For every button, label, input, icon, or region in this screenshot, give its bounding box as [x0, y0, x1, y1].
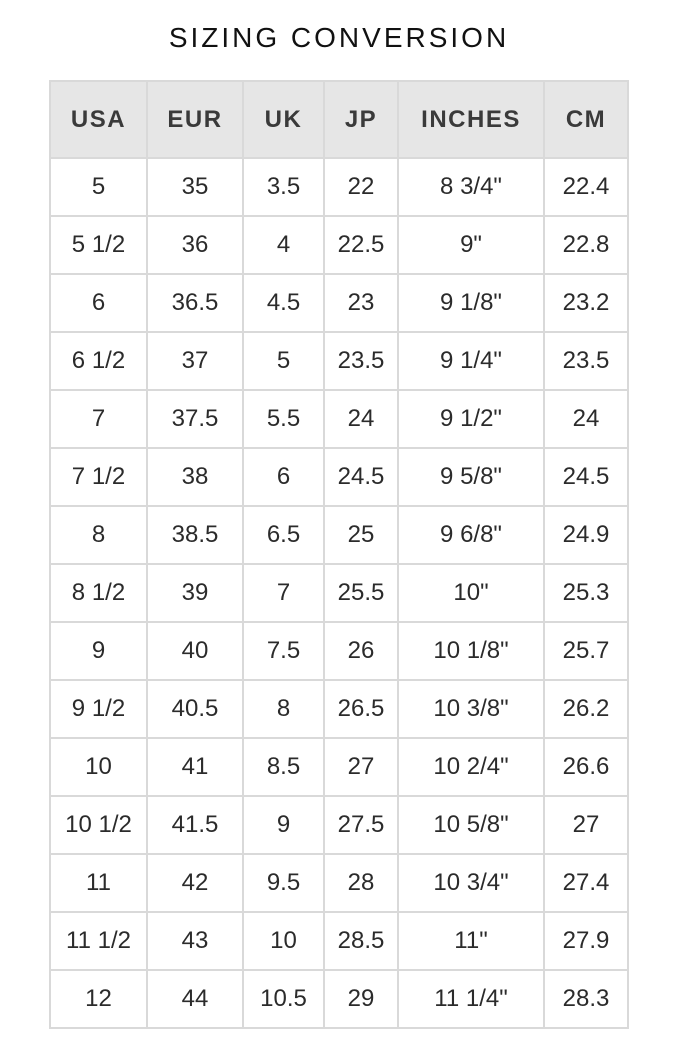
cell-cm: 25.7	[544, 622, 628, 680]
header-row	[50, 81, 628, 158]
cell-inches: 10 3/8"	[398, 680, 544, 738]
cell-inches: 9"	[398, 216, 544, 274]
cell-uk: 9	[243, 796, 324, 854]
cell-inches: 9 1/2"	[398, 390, 544, 448]
cell-jp: 27	[324, 738, 398, 796]
table-row	[50, 680, 628, 738]
cell-inches: 11 1/4"	[398, 970, 544, 1028]
cell-usa: 9 1/2	[50, 680, 147, 738]
column-header-eur: EUR	[147, 81, 243, 158]
cell-uk: 6	[243, 448, 324, 506]
cell-usa: 10	[50, 738, 147, 796]
cell-uk: 10.5	[243, 970, 324, 1028]
cell-uk: 6.5	[243, 506, 324, 564]
cell-usa: 5 1/2	[50, 216, 147, 274]
page-title: SIZING CONVERSION	[168, 22, 510, 53]
cell-usa: 11	[50, 854, 147, 912]
table-row	[50, 970, 628, 1028]
table-row	[50, 854, 628, 912]
cell-usa: 6	[50, 274, 147, 332]
cell-eur: 39	[147, 564, 243, 622]
cell-usa: 11 1/2	[50, 912, 147, 970]
cell-inches: 10 2/4"	[398, 738, 544, 796]
table-header	[50, 81, 628, 158]
cell-cm: 26.2	[544, 680, 628, 738]
cell-eur: 37	[147, 332, 243, 390]
table-row	[50, 158, 628, 216]
cell-jp: 29	[324, 970, 398, 1028]
cell-jp: 24.5	[324, 448, 398, 506]
table-row	[50, 216, 628, 274]
cell-jp: 27.5	[324, 796, 398, 854]
cell-uk: 8	[243, 680, 324, 738]
cell-usa: 6 1/2	[50, 332, 147, 390]
cell-uk: 8.5	[243, 738, 324, 796]
cell-usa: 7 1/2	[50, 448, 147, 506]
cell-uk: 5.5	[243, 390, 324, 448]
cell-eur: 42	[147, 854, 243, 912]
cell-inches: 9 5/8"	[398, 448, 544, 506]
cell-usa: 8 1/2	[50, 564, 147, 622]
table-row	[50, 564, 628, 622]
column-header-cm: CM	[544, 81, 628, 158]
cell-jp: 26.5	[324, 680, 398, 738]
cell-cm: 27.9	[544, 912, 628, 970]
cell-jp: 28	[324, 854, 398, 912]
table-body	[50, 158, 628, 1028]
cell-eur: 40	[147, 622, 243, 680]
cell-eur: 44	[147, 970, 243, 1028]
cell-usa: 12	[50, 970, 147, 1028]
cell-eur: 38	[147, 448, 243, 506]
cell-cm: 23.5	[544, 332, 628, 390]
cell-cm: 28.3	[544, 970, 628, 1028]
cell-cm: 25.3	[544, 564, 628, 622]
cell-uk: 7.5	[243, 622, 324, 680]
table-row	[50, 738, 628, 796]
column-header-inches: INCHES	[398, 81, 544, 158]
cell-usa: 9	[50, 622, 147, 680]
cell-usa: 8	[50, 506, 147, 564]
cell-cm: 24.9	[544, 506, 628, 564]
cell-cm: 23.2	[544, 274, 628, 332]
table-row	[50, 448, 628, 506]
cell-inches: 9 6/8"	[398, 506, 544, 564]
cell-eur: 36	[147, 216, 243, 274]
cell-uk: 7	[243, 564, 324, 622]
cell-eur: 38.5	[147, 506, 243, 564]
table-row	[50, 622, 628, 680]
cell-cm: 27	[544, 796, 628, 854]
cell-jp: 22.5	[324, 216, 398, 274]
cell-jp: 22	[324, 158, 398, 216]
cell-cm: 22.4	[544, 158, 628, 216]
column-header-usa: USA	[50, 81, 147, 158]
cell-eur: 41	[147, 738, 243, 796]
table-row	[50, 274, 628, 332]
sizing-conversion-table	[49, 80, 629, 1029]
table-row	[50, 506, 628, 564]
cell-eur: 41.5	[147, 796, 243, 854]
cell-jp: 25.5	[324, 564, 398, 622]
cell-inches: 10"	[398, 564, 544, 622]
cell-inches: 9 1/4"	[398, 332, 544, 390]
cell-inches: 11"	[398, 912, 544, 970]
cell-uk: 4	[243, 216, 324, 274]
cell-inches: 10 1/8"	[398, 622, 544, 680]
cell-inches: 10 3/4"	[398, 854, 544, 912]
cell-jp: 23	[324, 274, 398, 332]
cell-eur: 43	[147, 912, 243, 970]
cell-cm: 24.5	[544, 448, 628, 506]
cell-cm: 24	[544, 390, 628, 448]
table-row	[50, 912, 628, 970]
cell-jp: 28.5	[324, 912, 398, 970]
cell-inches: 8 3/4"	[398, 158, 544, 216]
column-header-uk: UK	[243, 81, 324, 158]
cell-eur: 37.5	[147, 390, 243, 448]
cell-uk: 4.5	[243, 274, 324, 332]
cell-jp: 23.5	[324, 332, 398, 390]
cell-uk: 10	[243, 912, 324, 970]
table-row	[50, 332, 628, 390]
table-row	[50, 390, 628, 448]
cell-inches: 10 5/8"	[398, 796, 544, 854]
cell-uk: 9.5	[243, 854, 324, 912]
cell-jp: 24	[324, 390, 398, 448]
cell-uk: 5	[243, 332, 324, 390]
cell-usa: 5	[50, 158, 147, 216]
cell-eur: 40.5	[147, 680, 243, 738]
cell-jp: 26	[324, 622, 398, 680]
cell-cm: 26.6	[544, 738, 628, 796]
cell-eur: 36.5	[147, 274, 243, 332]
cell-cm: 22.8	[544, 216, 628, 274]
cell-jp: 25	[324, 506, 398, 564]
cell-usa: 7	[50, 390, 147, 448]
cell-eur: 35	[147, 158, 243, 216]
cell-uk: 3.5	[243, 158, 324, 216]
table-row	[50, 796, 628, 854]
cell-inches: 9 1/8"	[398, 274, 544, 332]
cell-usa: 10 1/2	[50, 796, 147, 854]
column-header-jp: JP	[324, 81, 398, 158]
cell-cm: 27.4	[544, 854, 628, 912]
